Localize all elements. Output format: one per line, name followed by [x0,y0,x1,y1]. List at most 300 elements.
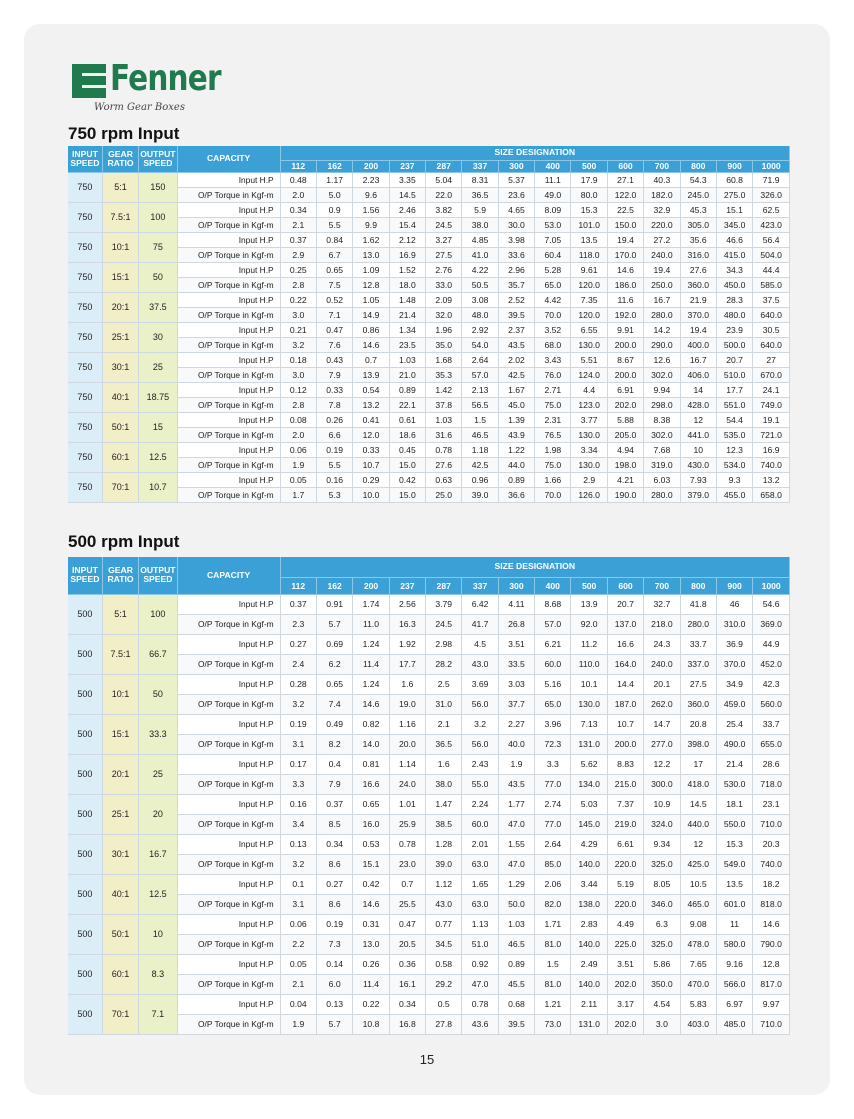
torque-value-cell: 23.5 [389,337,425,352]
torque-value-cell: 15.4 [389,217,425,232]
torque-value-cell: 39.0 [426,854,462,874]
hp-value-cell: 2.56 [389,594,425,614]
torque-value-cell: 27.5 [426,247,462,262]
torque-value-cell: 2.0 [280,187,316,202]
fenner-logo-icon [72,64,106,98]
input-speed-cell: 750 [68,412,102,442]
hp-value-cell: 8.83 [607,754,643,774]
output-speed-cell: 12.5 [139,874,177,914]
hp-value-cell: 4.21 [607,472,643,487]
hp-value-cell: 54.6 [753,594,790,614]
hp-value-cell: 24.1 [753,382,790,397]
capacity-label-hp: Input H.P [177,232,280,247]
hp-value-cell: 0.49 [316,714,352,734]
torque-value-cell: 379.0 [680,487,716,502]
header-output-speed [139,557,177,594]
hp-value-cell: 5.62 [571,754,607,774]
torque-value-cell: 137.0 [607,614,643,634]
hp-value-cell: 2.27 [498,714,534,734]
hp-value-cell: 9.94 [644,382,680,397]
table-row [68,487,790,502]
hp-value-cell: 25.4 [716,714,752,734]
torque-value-cell: 16.9 [389,247,425,262]
header-gear-ratio-line1: GEAR [108,148,133,159]
torque-value-cell: 290.0 [644,337,680,352]
hp-value-cell: 46.6 [716,232,752,247]
hp-value-cell: 22.5 [607,202,643,217]
gear-ratio-cell: 10:1 [102,674,138,714]
input-speed-cell: 500 [68,994,102,1034]
hp-value-cell: 1.24 [353,634,389,654]
hp-value-cell: 7.05 [535,232,571,247]
hp-value-cell: 0.42 [353,874,389,894]
torque-value-cell: 56.0 [462,694,498,714]
capacity-label-torque: O/P Torque in Kgf-m [177,734,280,754]
hp-value-cell: 4.11 [498,594,534,614]
hp-value-cell: 9.3 [716,472,752,487]
hp-value-cell: 0.36 [389,954,425,974]
hp-value-cell: 3.35 [389,172,425,187]
torque-value-cell: 403.0 [680,1014,716,1034]
hp-value-cell: 1.62 [353,232,389,247]
gear-ratio-cell: 20:1 [102,754,138,794]
torque-value-cell: 5.3 [316,487,352,502]
hp-value-cell: 0.53 [353,834,389,854]
torque-value-cell: 140.0 [571,974,607,994]
hp-value-cell: 20.7 [716,352,752,367]
hp-value-cell: 0.34 [316,834,352,854]
hp-value-cell: 2.92 [462,322,498,337]
hp-value-cell: 33.7 [753,714,790,734]
torque-value-cell: 60.0 [462,814,498,834]
torque-value-cell: 25.9 [389,814,425,834]
hp-value-cell: 0.4 [316,754,352,774]
torque-value-cell: 77.0 [535,814,571,834]
torque-value-cell: 459.0 [716,694,752,714]
torque-value-cell: 92.0 [571,614,607,634]
gear-ratio-cell: 50:1 [102,412,138,442]
hp-value-cell: 0.16 [280,794,316,814]
torque-value-cell: 480.0 [716,307,752,322]
table-row [68,734,790,754]
hp-value-cell: 0.08 [280,412,316,427]
hp-value-cell: 1.67 [498,382,534,397]
torque-value-cell: 70.0 [535,307,571,322]
torque-value-cell: 192.0 [607,307,643,322]
hp-value-cell: 2.02 [498,352,534,367]
hp-value-cell: 27 [753,352,790,367]
hp-value-cell: 32.7 [644,594,680,614]
hp-value-cell: 0.17 [280,754,316,774]
hp-value-cell: 4.54 [644,994,680,1014]
capacity-label-torque: O/P Torque in Kgf-m [177,814,280,834]
hp-value-cell: 2.37 [498,322,534,337]
torque-value-cell: 63.0 [462,894,498,914]
torque-value-cell: 45.0 [498,397,534,412]
gear-ratio-cell: 25:1 [102,794,138,834]
torque-value-cell: 190.0 [607,487,643,502]
hp-value-cell: 2.06 [535,874,571,894]
torque-value-cell: 2.0 [280,427,316,442]
torque-value-cell: 9.9 [353,217,389,232]
input-speed-cell: 500 [68,834,102,874]
hp-value-cell: 1.5 [462,412,498,427]
hp-value-cell: 0.22 [353,994,389,1014]
torque-value-cell: 7.1 [316,307,352,322]
gear-ratio-cell: 15:1 [102,714,138,754]
torque-value-cell: 2.1 [280,217,316,232]
hp-value-cell: 34.9 [716,674,752,694]
gear-ratio-cell: 15:1 [102,262,138,292]
hp-value-cell: 2.64 [462,352,498,367]
hp-value-cell: 0.78 [389,834,425,854]
torque-value-cell: 36.5 [462,187,498,202]
hp-value-cell: 1.96 [426,322,462,337]
hp-value-cell: 3.08 [462,292,498,307]
hp-value-cell: 8.31 [462,172,498,187]
hp-value-cell: 2.74 [535,794,571,814]
hp-value-cell: 7.93 [680,472,716,487]
table-row [68,457,790,472]
torque-value-cell: 55.0 [462,774,498,794]
table-row [68,974,790,994]
hp-value-cell: 5.88 [607,412,643,427]
table-row [68,442,790,457]
hp-value-cell: 9.16 [716,954,752,974]
hp-value-cell: 11.6 [607,292,643,307]
torque-value-cell: 14.6 [353,694,389,714]
hp-value-cell: 0.7 [389,874,425,894]
capacity-label-hp: Input H.P [177,442,280,457]
capacity-label-hp: Input H.P [177,594,280,614]
torque-value-cell: 418.0 [680,774,716,794]
hp-value-cell: 11.2 [571,634,607,654]
output-speed-cell: 12.5 [139,442,177,472]
hp-value-cell: 0.21 [280,322,316,337]
torque-value-cell: 39.5 [498,307,534,322]
torque-value-cell: 130.0 [571,457,607,472]
torque-value-cell: 721.0 [753,427,790,442]
hp-value-cell: 71.9 [753,172,790,187]
hp-value-cell: 11.1 [535,172,571,187]
hp-value-cell: 0.34 [280,202,316,217]
size-header: 200 [353,160,389,172]
torque-value-cell: 262.0 [644,694,680,714]
input-speed-cell: 500 [68,754,102,794]
hp-value-cell: 0.84 [316,232,352,247]
input-speed-cell: 750 [68,202,102,232]
torque-value-cell: 220.0 [607,854,643,874]
torque-value-cell: 76.5 [535,427,571,442]
torque-value-cell: 325.0 [644,854,680,874]
input-speed-cell: 750 [68,292,102,322]
hp-value-cell: 0.69 [316,634,352,654]
torque-value-cell: 123.0 [571,397,607,412]
table-row [68,634,790,654]
torque-value-cell: 7.3 [316,934,352,954]
torque-value-cell: 120.0 [571,277,607,292]
hp-value-cell: 1.5 [535,954,571,974]
hp-value-cell: 0.78 [462,994,498,1014]
gear-ratio-cell: 30:1 [102,352,138,382]
size-header: 112 [280,160,316,172]
hp-value-cell: 0.12 [280,382,316,397]
input-speed-cell: 750 [68,442,102,472]
hp-value-cell: 6.91 [607,382,643,397]
hp-value-cell: 23.1 [753,794,790,814]
torque-value-cell: 39.0 [462,487,498,502]
size-header: 800 [680,160,716,172]
hp-value-cell: 15.3 [716,834,752,854]
hp-value-cell: 2.83 [571,914,607,934]
torque-value-cell: 40.0 [498,734,534,754]
torque-value-cell: 81.0 [535,934,571,954]
output-speed-cell: 50 [139,674,177,714]
hp-value-cell: 3.79 [426,594,462,614]
capacity-label-torque: O/P Torque in Kgf-m [177,894,280,914]
torque-value-cell: 225.0 [607,934,643,954]
torque-value-cell: 560.0 [753,694,790,714]
hp-value-cell: 0.96 [462,472,498,487]
table-row [68,594,790,614]
hp-value-cell: 2.52 [498,292,534,307]
hp-value-cell: 0.92 [462,954,498,974]
hp-value-cell: 14.6 [607,262,643,277]
hp-value-cell: 1.28 [426,834,462,854]
hp-value-cell: 0.89 [498,472,534,487]
hp-value-cell: 8.05 [644,874,680,894]
torque-value-cell: 298.0 [644,397,680,412]
torque-value-cell: 37.8 [426,397,462,412]
hp-value-cell: 6.03 [644,472,680,487]
torque-value-cell: 47.0 [498,854,534,874]
hp-value-cell: 28.3 [716,292,752,307]
hp-value-cell: 27.1 [607,172,643,187]
hp-value-cell: 3.98 [498,232,534,247]
torque-value-cell: 205.0 [607,427,643,442]
hp-value-cell: 1.6 [426,754,462,774]
torque-value-cell: 22.1 [389,397,425,412]
hp-value-cell: 4.94 [607,442,643,457]
input-speed-cell: 750 [68,172,102,202]
hp-value-cell: 6.97 [716,994,752,1014]
torque-value-cell: 7.9 [316,774,352,794]
table-row [68,367,790,382]
torque-value-cell: 12.8 [353,277,389,292]
capacity-label-hp: Input H.P [177,292,280,307]
hp-value-cell: 0.41 [353,412,389,427]
hp-value-cell: 20.8 [680,714,716,734]
torque-value-cell: 325.0 [644,934,680,954]
torque-value-cell: 818.0 [753,894,790,914]
torque-value-cell: 5.5 [316,217,352,232]
torque-value-cell: 34.5 [426,934,462,954]
header-gear-ratio [102,557,138,594]
torque-value-cell: 80.0 [571,187,607,202]
hp-value-cell: 0.26 [353,954,389,974]
capacity-label-hp: Input H.P [177,834,280,854]
hp-value-cell: 60.8 [716,172,752,187]
header-input-speed [68,146,102,172]
hp-value-cell: 42.3 [753,674,790,694]
capacity-label-torque: O/P Torque in Kgf-m [177,487,280,502]
hp-value-cell: 12 [680,834,716,854]
hp-value-cell: 24.3 [644,634,680,654]
capacity-label-torque: O/P Torque in Kgf-m [177,614,280,634]
hp-value-cell: 32.9 [644,202,680,217]
torque-value-cell: 82.0 [535,894,571,914]
hp-value-cell: 18.1 [716,794,752,814]
capacity-label-torque: O/P Torque in Kgf-m [177,694,280,714]
torque-value-cell: 319.0 [644,457,680,472]
output-speed-cell: 75 [139,232,177,262]
torque-value-cell: 450.0 [716,277,752,292]
hp-value-cell: 2.9 [571,472,607,487]
hp-value-cell: 7.65 [680,954,716,974]
gear-ratio-cell: 50:1 [102,914,138,954]
table-row [68,774,790,794]
torque-value-cell: 337.0 [680,654,716,674]
table-row [68,914,790,934]
torque-value-cell: 43.6 [462,1014,498,1034]
torque-value-cell: 3.0 [280,307,316,322]
torque-value-cell: 601.0 [716,894,752,914]
torque-value-cell: 530.0 [716,774,752,794]
torque-value-cell: 13.0 [353,247,389,262]
hp-value-cell: 1.92 [389,634,425,654]
torque-value-cell: 551.0 [716,397,752,412]
spec-table-500 [68,557,790,1035]
torque-value-cell: 27.6 [426,457,462,472]
hp-value-cell: 0.06 [280,914,316,934]
torque-value-cell: 2.2 [280,934,316,954]
torque-value-cell: 5.7 [316,1014,352,1034]
hp-value-cell: 3.34 [571,442,607,457]
hp-value-cell: 34.3 [716,262,752,277]
hp-value-cell: 2.71 [535,382,571,397]
capacity-label-hp: Input H.P [177,262,280,277]
torque-value-cell: 16.3 [389,614,425,634]
torque-value-cell: 510.0 [716,367,752,382]
torque-value-cell: 13.2 [353,397,389,412]
header-input-speed [68,557,102,594]
capacity-label-torque: O/P Torque in Kgf-m [177,654,280,674]
torque-value-cell: 640.0 [753,337,790,352]
header-gear-ratio [102,146,138,172]
output-speed-cell: 33.3 [139,714,177,754]
hp-value-cell: 0.47 [389,914,425,934]
torque-value-cell: 19.0 [389,694,425,714]
torque-value-cell: 50.0 [498,894,534,914]
torque-value-cell: 14.6 [353,337,389,352]
hp-value-cell: 5.51 [571,352,607,367]
torque-value-cell: 187.0 [607,694,643,714]
hp-value-cell: 28.6 [753,754,790,774]
hp-value-cell: 17.7 [716,382,752,397]
hp-value-cell: 1.6 [389,674,425,694]
torque-value-cell: 415.0 [716,247,752,262]
torque-value-cell: 240.0 [644,247,680,262]
torque-value-cell: 130.0 [571,694,607,714]
torque-value-cell: 2.3 [280,614,316,634]
input-speed-cell: 750 [68,352,102,382]
torque-value-cell: 3.0 [644,1014,680,1034]
hp-value-cell: 4.49 [607,914,643,934]
capacity-label-hp: Input H.P [177,994,280,1014]
hp-value-cell: 5.04 [426,172,462,187]
torque-value-cell: 6.0 [316,974,352,994]
hp-value-cell: 0.52 [316,292,352,307]
hp-value-cell: 1.47 [426,794,462,814]
torque-value-cell: 1.9 [280,457,316,472]
hp-value-cell: 1.16 [389,714,425,734]
hp-value-cell: 0.06 [280,442,316,457]
torque-value-cell: 718.0 [753,774,790,794]
torque-value-cell: 33.0 [426,277,462,292]
torque-value-cell: 7.4 [316,694,352,714]
input-speed-cell: 500 [68,914,102,954]
hp-value-cell: 0.18 [280,352,316,367]
hp-value-cell: 7.13 [571,714,607,734]
hp-value-cell: 3.82 [426,202,462,217]
header-size-designation: SIZE DESIGNATION [280,146,789,160]
torque-value-cell: 350.0 [644,974,680,994]
fenner-logo [72,58,222,122]
size-header: 500 [571,577,607,594]
torque-value-cell: 7.9 [316,367,352,382]
torque-value-cell: 5.0 [316,187,352,202]
header-capacity: CAPACITY [177,557,280,594]
torque-value-cell: 14.6 [353,894,389,914]
hp-value-cell: 1.9 [498,754,534,774]
hp-value-cell: 0.63 [426,472,462,487]
hp-value-cell: 1.55 [498,834,534,854]
table-row [68,1014,790,1034]
table-row [68,714,790,734]
hp-value-cell: 8.38 [644,412,680,427]
torque-value-cell: 65.0 [535,694,571,714]
hp-value-cell: 1.21 [535,994,571,1014]
input-speed-cell: 750 [68,322,102,352]
torque-value-cell: 749.0 [753,397,790,412]
torque-value-cell: 46.5 [498,934,534,954]
torque-value-cell: 43.5 [498,337,534,352]
torque-value-cell: 455.0 [716,487,752,502]
hp-value-cell: 1.56 [353,202,389,217]
hp-value-cell: 0.37 [316,794,352,814]
torque-value-cell: 200.0 [607,734,643,754]
hp-value-cell: 18.2 [753,874,790,894]
torque-value-cell: 369.0 [753,614,790,634]
table-row [68,874,790,894]
capacity-label-hp: Input H.P [177,352,280,367]
output-speed-cell: 50 [139,262,177,292]
torque-value-cell: 21.4 [389,307,425,322]
hp-value-cell: 33.7 [680,634,716,654]
torque-value-cell: 24.5 [426,217,462,232]
size-header: 1000 [753,577,790,594]
torque-value-cell: 302.0 [644,427,680,442]
torque-value-cell: 42.5 [498,367,534,382]
torque-value-cell: 18.6 [389,427,425,442]
gear-ratio-cell: 7.5:1 [102,634,138,674]
output-speed-cell: 25 [139,754,177,794]
hp-value-cell: 54.4 [716,412,752,427]
torque-value-cell: 504.0 [753,247,790,262]
hp-value-cell: 9.61 [571,262,607,277]
torque-value-cell: 28.2 [426,654,462,674]
hp-value-cell: 21.4 [716,754,752,774]
